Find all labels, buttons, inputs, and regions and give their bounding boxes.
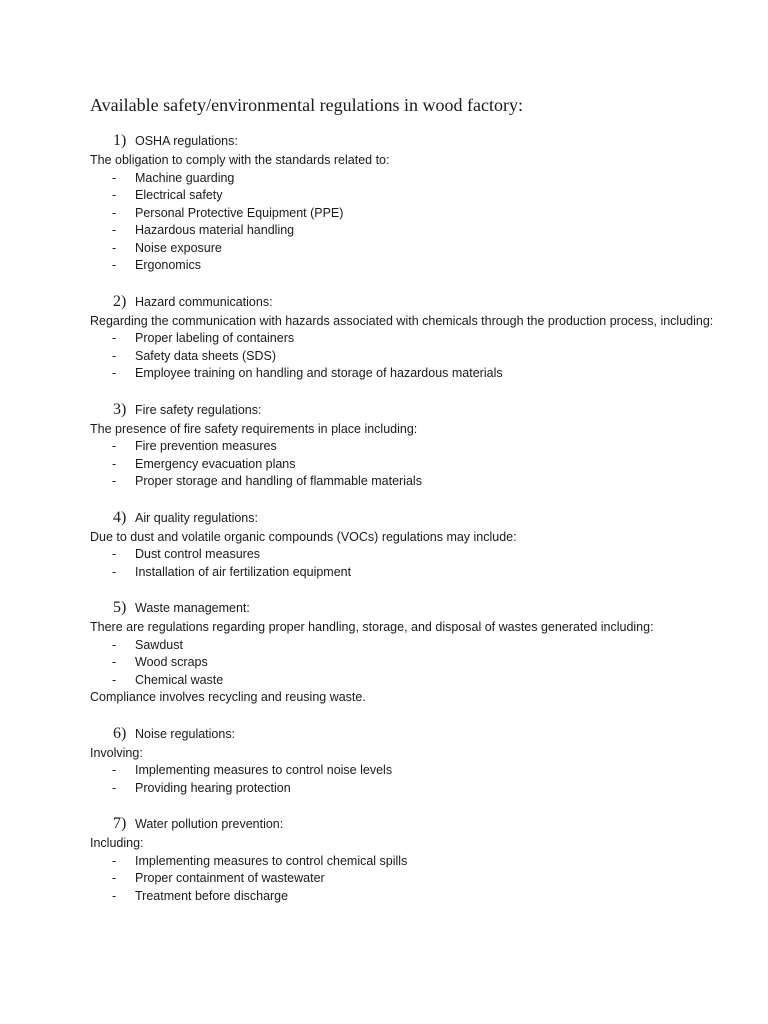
section-intro: Due to dust and volatile organic compounds (VOCs) regulations may include: xyxy=(90,529,517,544)
section-number: 7) xyxy=(113,815,127,832)
sections-container xyxy=(90,132,730,905)
list-item-text: Emergency evacuation plans xyxy=(135,456,296,471)
dash-bullet-icon: - xyxy=(112,763,117,777)
dash-bullet-icon: - xyxy=(112,547,117,561)
list-item xyxy=(90,780,730,798)
section-title: Water pollution prevention: xyxy=(135,817,284,831)
section-title: OSHA regulations: xyxy=(135,134,238,148)
regulation-section xyxy=(90,509,730,582)
list-item xyxy=(90,222,730,240)
section-title: Hazard communications: xyxy=(135,294,273,309)
section-number: 6) xyxy=(113,724,127,742)
section-heading xyxy=(90,401,730,421)
dash-bullet-icon: - xyxy=(112,366,117,380)
section-intro: Regarding the communication with hazards associated with chemicals through the production process, including: xyxy=(90,313,714,328)
list-item xyxy=(90,438,730,456)
list-item-text: Electrical safety xyxy=(135,188,223,202)
regulation-section xyxy=(90,401,730,491)
list-item-text: Machine guarding xyxy=(135,170,235,185)
dash-bullet-icon: - xyxy=(112,853,117,868)
list-item xyxy=(90,187,730,205)
list-item-text: Hazardous material handling xyxy=(135,223,295,237)
list-item xyxy=(90,170,730,188)
bullet-list xyxy=(90,170,730,275)
list-item xyxy=(90,365,730,383)
list-item xyxy=(90,205,730,223)
list-item-text: Implementing measures to control chemical spills xyxy=(135,853,408,868)
dash-bullet-icon: - xyxy=(112,888,117,903)
dash-bullet-icon: - xyxy=(112,240,117,255)
list-item-text: Providing hearing protection xyxy=(135,780,291,795)
bullet-list xyxy=(90,637,730,690)
list-item-text: Installation of air fertilization equipment xyxy=(135,564,352,579)
dash-bullet-icon: - xyxy=(112,672,117,687)
bullet-list xyxy=(90,853,730,906)
list-item-text: Chemical waste xyxy=(135,672,224,687)
section-number: 4) xyxy=(113,508,127,526)
regulation-section xyxy=(90,599,730,707)
dash-bullet-icon: - xyxy=(112,348,117,363)
list-item-text: Proper containment of wastewater xyxy=(135,871,325,885)
list-item xyxy=(90,870,730,888)
section-heading xyxy=(90,293,730,313)
dash-bullet-icon: - xyxy=(112,188,117,202)
list-item-text: Proper storage and handling of flammable materials xyxy=(135,474,422,488)
document-page xyxy=(90,94,730,923)
bullet-list xyxy=(90,438,730,491)
list-item xyxy=(90,672,730,690)
dash-bullet-icon: - xyxy=(112,871,117,885)
dash-bullet-icon: - xyxy=(112,780,117,795)
list-item-text: Personal Protective Equipment (PPE) xyxy=(135,205,344,220)
section-number: 1) xyxy=(113,132,127,149)
dash-bullet-icon: - xyxy=(112,223,117,237)
section-heading xyxy=(90,599,730,619)
list-item xyxy=(90,257,730,275)
list-item xyxy=(90,348,730,366)
section-heading xyxy=(90,725,730,745)
section-intro: The obligation to comply with the standards related to: xyxy=(90,153,390,167)
list-item-text: Dust control measures xyxy=(135,547,261,561)
document-title: Available safety/environmental regulations in wood factory: xyxy=(90,95,524,115)
list-item-text: Fire prevention measures xyxy=(135,439,277,453)
list-item-text: Ergonomics xyxy=(135,258,201,272)
regulation-section xyxy=(90,815,730,905)
section-number: 5) xyxy=(113,599,127,616)
dash-bullet-icon: - xyxy=(112,205,117,220)
list-item-text: Wood scraps xyxy=(135,655,208,669)
bullet-list xyxy=(90,330,730,383)
dash-bullet-icon: - xyxy=(112,439,117,453)
list-item-text: Safety data sheets (SDS) xyxy=(135,348,277,363)
list-item-text: Employee training on handling and storage of hazardous materials xyxy=(135,366,503,380)
section-title: Fire safety regulations: xyxy=(135,402,262,417)
dash-bullet-icon: - xyxy=(112,331,117,345)
dash-bullet-icon: - xyxy=(112,474,117,488)
section-title: Noise regulations: xyxy=(135,726,236,741)
dash-bullet-icon: - xyxy=(112,456,117,471)
list-item-text: Proper labeling of containers xyxy=(135,331,295,345)
list-item-text: Implementing measures to control noise levels xyxy=(135,763,393,777)
list-item-text: Sawdust xyxy=(135,637,183,652)
dash-bullet-icon: - xyxy=(112,258,117,272)
list-item xyxy=(90,762,730,780)
list-item xyxy=(90,473,730,491)
list-item xyxy=(90,654,730,672)
section-heading xyxy=(90,509,730,529)
list-item xyxy=(90,564,730,582)
section-intro: Involving: xyxy=(90,745,143,760)
dash-bullet-icon: - xyxy=(112,170,117,185)
list-item xyxy=(90,853,730,871)
dash-bullet-icon: - xyxy=(112,637,117,652)
list-item-text: Treatment before discharge xyxy=(135,888,289,903)
list-item xyxy=(90,546,730,564)
dash-bullet-icon: - xyxy=(112,655,117,669)
list-item xyxy=(90,888,730,906)
list-item xyxy=(90,637,730,655)
regulation-section xyxy=(90,725,730,798)
section-intro: The presence of fire safety requirements in place including: xyxy=(90,421,418,436)
list-item xyxy=(90,240,730,258)
bullet-list xyxy=(90,762,730,797)
section-intro: There are regulations regarding proper handling, storage, and disposal of wastes generated including: xyxy=(90,620,654,634)
dash-bullet-icon: - xyxy=(112,564,117,579)
regulation-section xyxy=(90,132,730,275)
list-item-text: Noise exposure xyxy=(135,240,222,255)
regulation-section xyxy=(90,293,730,383)
section-heading xyxy=(90,132,730,152)
section-title: Air quality regulations: xyxy=(135,510,258,525)
section-number: 3) xyxy=(113,400,127,418)
section-number: 2) xyxy=(113,292,127,310)
section-outro: Compliance involves recycling and reusing waste. xyxy=(90,690,366,704)
bullet-list xyxy=(90,546,730,581)
section-title: Waste management: xyxy=(135,601,250,615)
section-intro: Including: xyxy=(90,836,144,850)
section-heading xyxy=(90,815,730,835)
list-item xyxy=(90,456,730,474)
list-item xyxy=(90,330,730,348)
